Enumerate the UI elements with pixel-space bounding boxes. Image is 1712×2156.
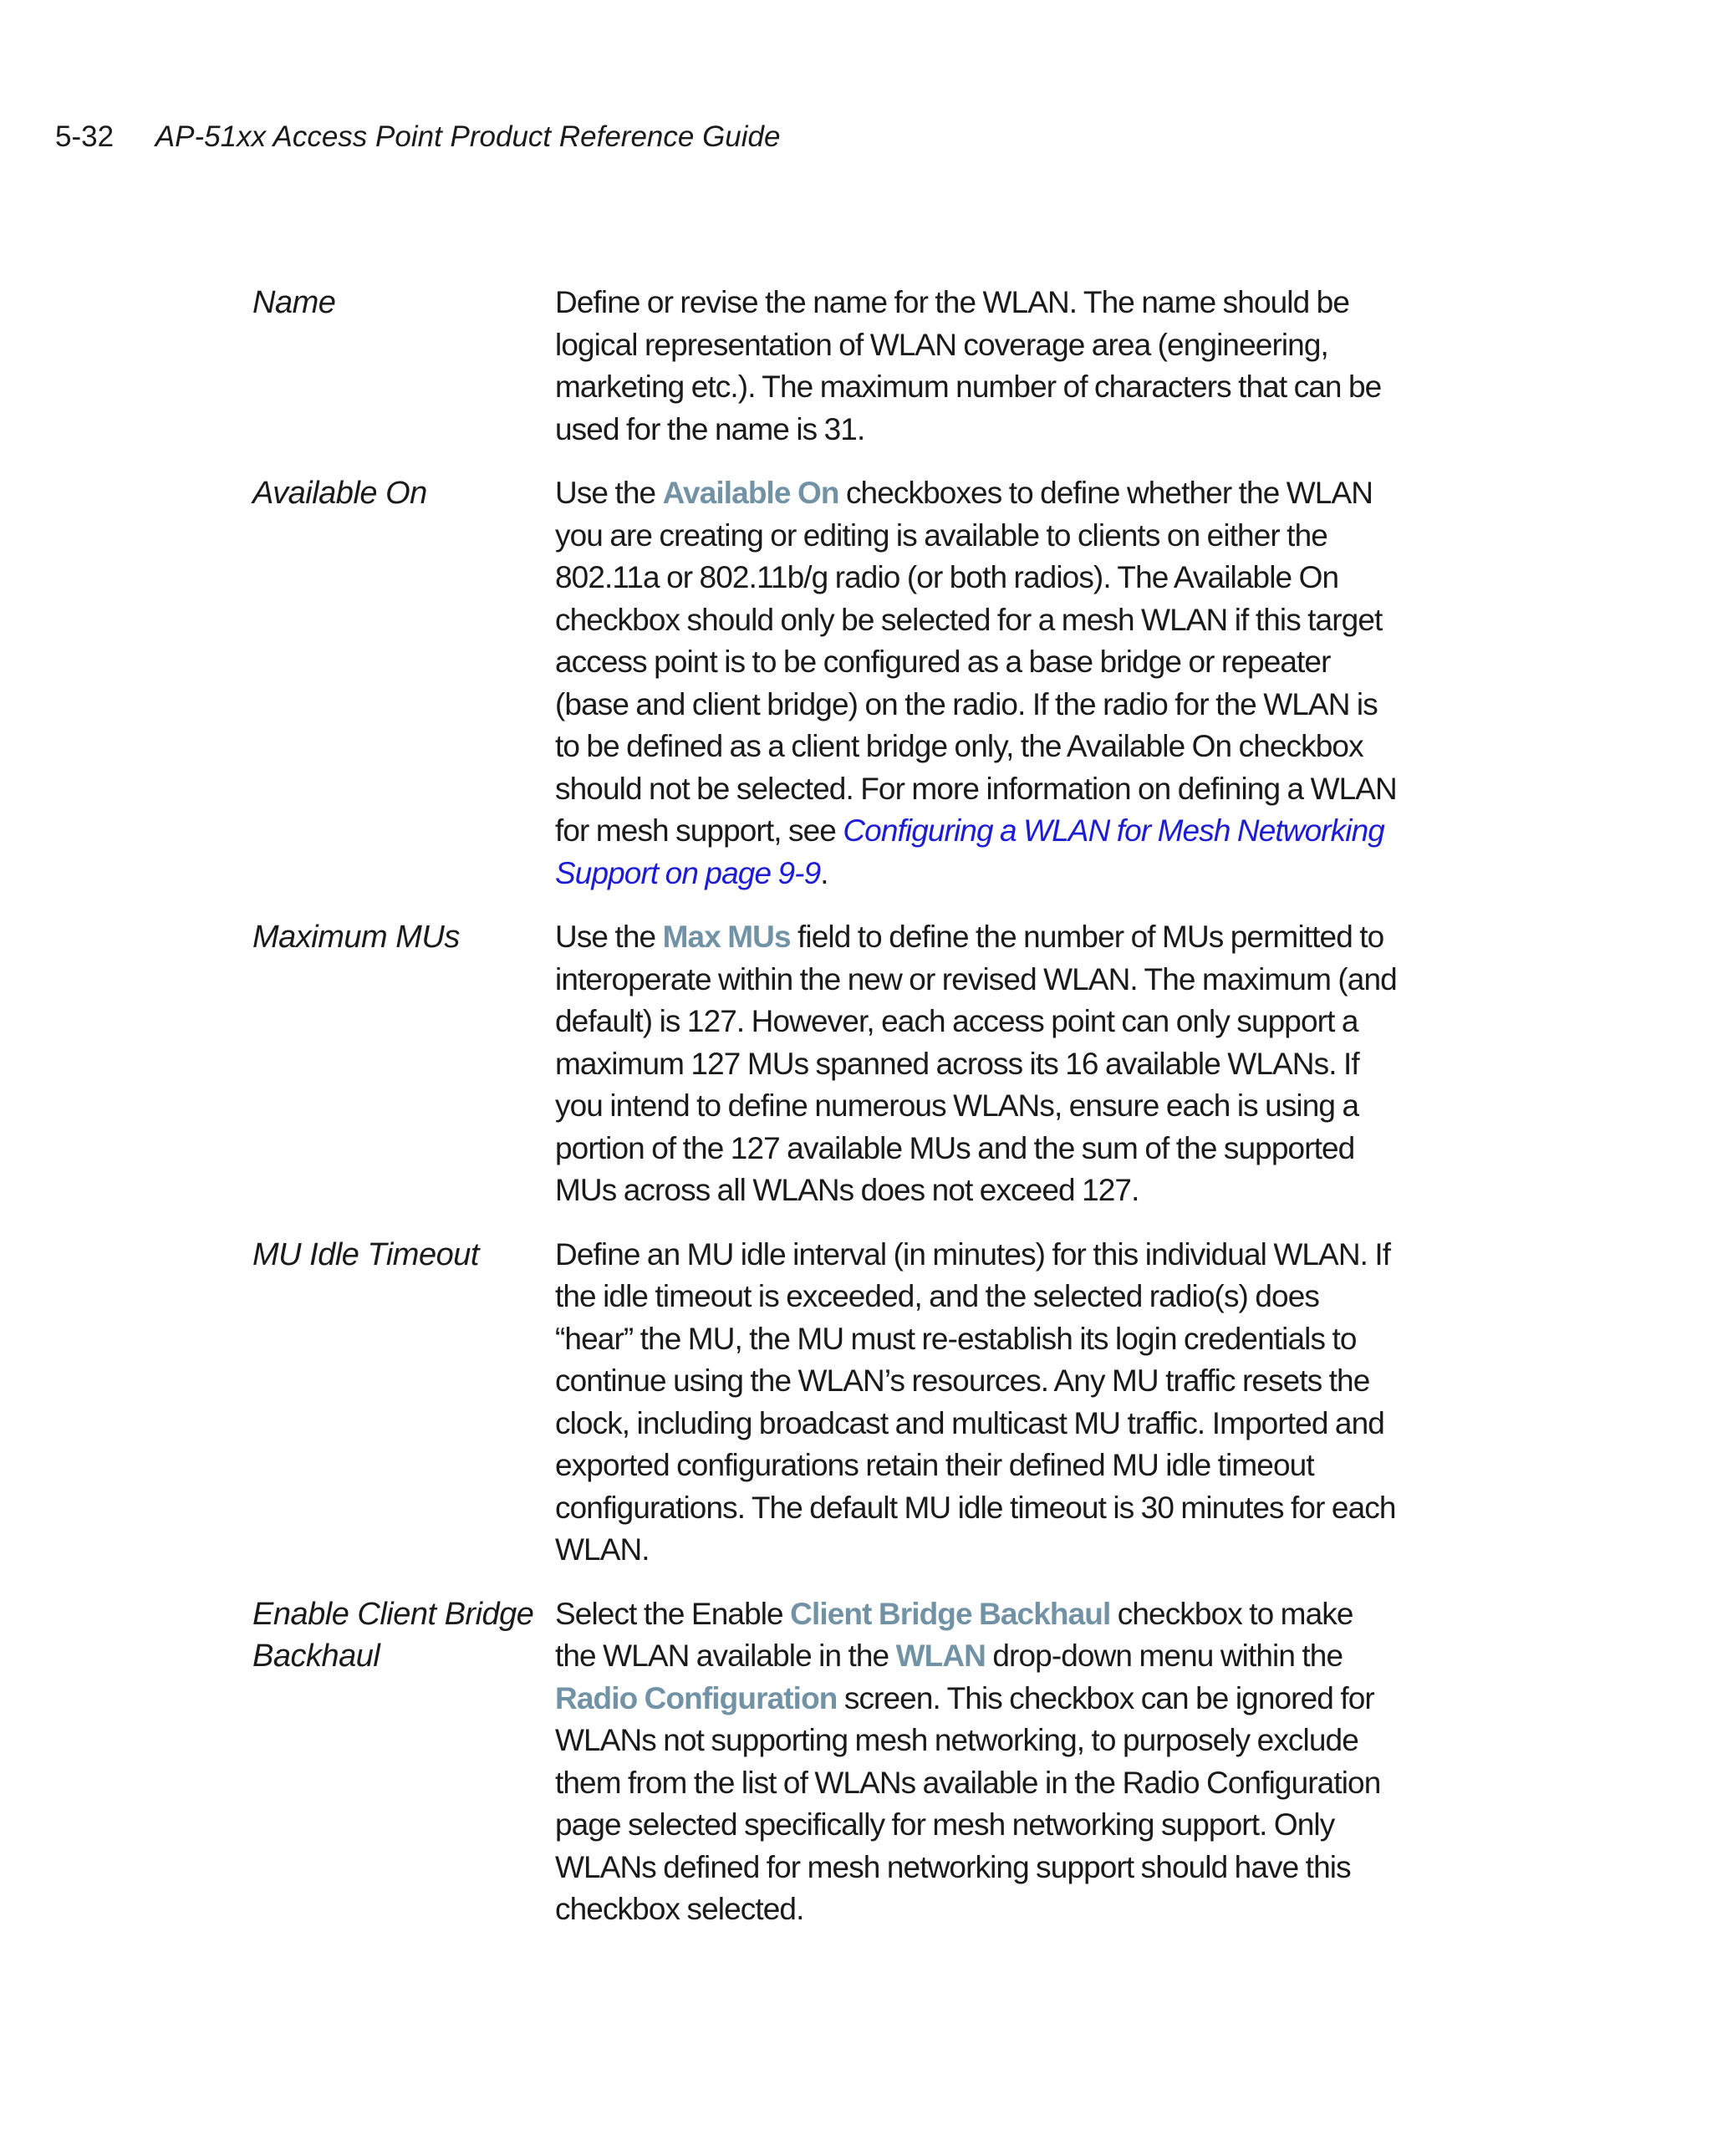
definition-description bbox=[555, 1234, 1399, 1572]
ui-element-name: Max MUs bbox=[662, 920, 791, 954]
definition-list bbox=[252, 282, 1423, 1953]
definition-description bbox=[555, 916, 1399, 1212]
ui-element-name: Client Bridge Backhaul bbox=[790, 1596, 1111, 1631]
definition-term: Available On bbox=[252, 476, 427, 511]
definition-row bbox=[252, 472, 1423, 895]
page-number: 5-32 bbox=[55, 120, 115, 153]
description-text: Use the bbox=[555, 920, 663, 954]
definition-row bbox=[252, 916, 1423, 1212]
ui-element-name: WLAN bbox=[895, 1639, 986, 1673]
definition-term: MU Idle Timeout bbox=[252, 1236, 479, 1272]
definition-description bbox=[555, 472, 1399, 895]
definition-term: Maximum MUs bbox=[252, 920, 460, 955]
cross-reference-link[interactable]: Configuring a WLAN for Mesh Networking Support on page 9-9 bbox=[555, 813, 1384, 890]
description-text: Define or revise the name for the WLAN. The name should be logical representation of WLAN coverage area (engineering, marketing etc.). The maximum number of characters that can be used for the name is 31. bbox=[555, 285, 1382, 446]
definition-term: Enable Client Bridge Backhaul bbox=[252, 1596, 534, 1674]
guide-title: AP-51xx Access Point Product Reference Guide bbox=[155, 120, 781, 153]
description-text: checkbox to make the WLAN available in the bbox=[555, 1596, 1353, 1673]
description-text: drop-down menu within the bbox=[986, 1639, 1343, 1673]
description-text: screen. This checkbox can be ignored for WLANs not supporting mesh networking, to purposely exclude them from the list of WLANs available in the Radio Configuration page selected specifically for mesh networking support. Only WLANs defined for mesh networking support should have this checkbox selected. bbox=[555, 1680, 1381, 1926]
definition-row bbox=[252, 1234, 1423, 1572]
description-text: . bbox=[820, 855, 828, 890]
description-text: checkboxes to define whether the WLAN you are creating or editing is available to clients on either the 802.11a or 802.11b/g radio (or both radios). The Available On checkbox should only be selected for a mesh WLAN if this target access point is to be configured as a base bridge or repeater (base and client bridge) on the radio. If the radio for the WLAN is to be defined as a client bridge only, the Available On checkbox should not be selected. For more information on defining a WLAN for mesh support, see bbox=[555, 476, 1397, 848]
description-text: Define an MU idle interval (in minutes) for this individual WLAN. If the idle timeout is exceeded, and the selected radio(s) does “hear” the MU, the MU must re-establish its login credentials to continue using the WLAN’s resources. Any MU traffic resets the clock, including broadcast and multicast MU traffic. Imported and exported configurations retain their defined MU idle timeout configurations. The default MU idle timeout is 30 minutes for each WLAN. bbox=[555, 1236, 1396, 1567]
definition-description bbox=[555, 282, 1399, 451]
definition-term: Name bbox=[252, 285, 336, 320]
description-text: Use the bbox=[555, 476, 663, 510]
description-text: Select the Enable bbox=[555, 1596, 791, 1631]
definition-row bbox=[252, 282, 1423, 451]
ui-element-name: Radio Configuration bbox=[555, 1680, 838, 1715]
ui-element-name: Available On bbox=[662, 476, 839, 510]
description-text: field to define the number of MUs permitted to interoperate within the new or revised WLAN. The maximum (and default) is 127. However, each access point can only support a maximum 127 MUs spanned across its 16 available WLANs. If you intend to define numerous WLANs, ensure each is using a portion of the 127 available MUs and the sum of the supported MUs across all WLANs does not exceed 127. bbox=[555, 920, 1397, 1207]
page-header bbox=[55, 117, 780, 157]
definition-description bbox=[555, 1593, 1399, 1931]
definition-row bbox=[252, 1593, 1423, 1931]
